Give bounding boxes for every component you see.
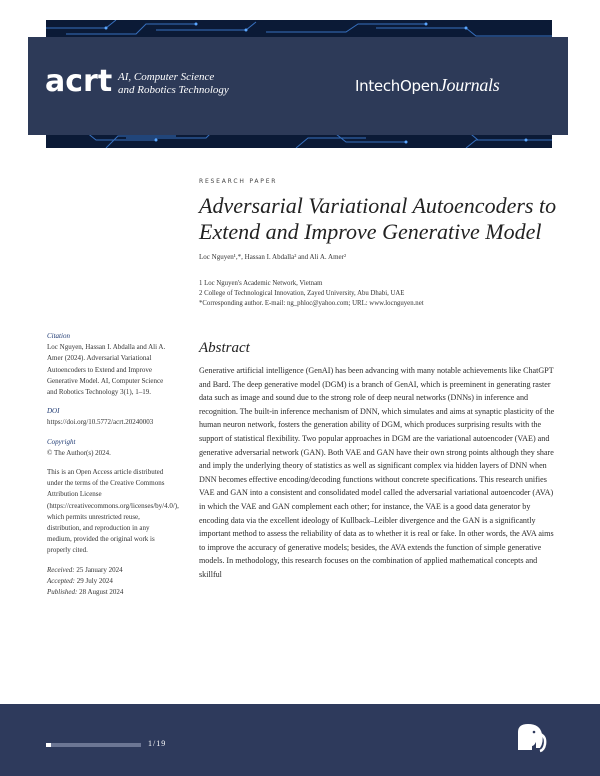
accepted-row bbox=[47, 576, 172, 587]
reading-progress-fill bbox=[46, 743, 51, 747]
reading-progress-bar bbox=[46, 743, 141, 747]
journal-logo: acrt bbox=[45, 64, 113, 99]
journal-name bbox=[118, 71, 229, 97]
received-row bbox=[47, 565, 172, 576]
author-list: Loc Nguyen¹,*, Hassan I. Abdalla² and Ali A. Amer² bbox=[199, 253, 347, 261]
publisher-suffix: Journals bbox=[438, 75, 500, 95]
received-date: 25 January 2024 bbox=[76, 565, 123, 574]
article-type: RESEARCH PAPER bbox=[199, 178, 278, 185]
sidebar-metadata bbox=[47, 331, 179, 598]
citation-text: Loc Nguyen, Hassan I. Abdalla and Ali A. Amer (2024). Adversarial Variational Autoencoders to Extend and Improve Generative Model. AI, Computer Science and Robotics Technology 3(1), 1–19. bbox=[47, 343, 166, 397]
affiliation-2: 2 College of Technological Innovation, Zayed University, Abu Dhabi, UAE bbox=[199, 290, 405, 297]
published-row bbox=[47, 587, 172, 598]
publisher-logo bbox=[355, 75, 499, 96]
abstract-text: Generative artificial intelligence (GenAI) has been advancing with many notable achievements like ChatGPT and Bard. The deep generative model (DGM) is a branch of GenAI, which is preeminent in generating raster data such as image and sound due to the strong role of deep neural networks (DNNs) in inference and recognition. The built-in inference mechanism of DNN, which simulates and aims at synaptic plasticity of the human neuron network, fosters the generation ability of DGM, which produces surprising results with the support of statistical flexibility. Two popular approaches in DGM are the variational autoencoder (VAE) and generative adversarial network (GAN). Both VAE and GAN have their own strong points although they share and imply the underlying theory of statistics as well as significant complex via hidden layers of DNN when DNN becomes effective encoding/decoding functions without concrete specifications. This research unifies VAE and GAN into a consistent and consolidated model called the adversarial variational autoencoder (AVA) in which the VAE and GAN complement each other; for instance, the VAE is a good data generator by encoding data via the excellent ideology of Kullback–Leibler divergence and the GAN is a significantly important method to assess the reliability of data as to whether it is real or fake. In other words, the AVA aims to improve the accuracy of generative models; besides, the AVA extends the function of simple generative models. In methodology, this research focuses on the combination of applied mathematical concepts and skillful bbox=[199, 366, 555, 579]
affiliations bbox=[199, 279, 424, 309]
page-indicator: 1/19 bbox=[148, 739, 167, 748]
citation-label: Citation bbox=[47, 332, 70, 340]
doi-link[interactable]: https://doi.org/10.5772/acrt.20240003 bbox=[47, 418, 154, 427]
journal-name-line2: and Robotics Technology bbox=[118, 84, 229, 96]
publisher-main: IntechOpen bbox=[355, 77, 439, 95]
affiliation-1: 1 Loc Nguyen's Academic Network, Vietnam bbox=[199, 280, 323, 287]
doi-label: DOI bbox=[47, 407, 60, 416]
correspondence: *Corresponding author. E-mail: ng_phloc@yahoo.com; URL: www.locnguyen.net bbox=[199, 300, 424, 307]
page-footer bbox=[0, 704, 600, 776]
journal-name-line1: AI, Computer Science bbox=[118, 71, 215, 83]
copyright-text: © The Author(s) 2024. bbox=[47, 448, 111, 457]
accepted-label: Accepted: bbox=[47, 576, 75, 585]
elephant-logo-icon bbox=[514, 722, 548, 754]
published-label: Published: bbox=[47, 588, 78, 597]
paper-title: Adversarial Variational Autoencoders to Extend and Improve Generative Model bbox=[199, 193, 557, 244]
license-text: This is an Open Access article distributed under the terms of the Creative Commons Attribution License (https://creativecommons.org/licenses/by/4.0/), which permits unrestricted reuse, distribution, and reproduction in any medium, provided the original work is properly cited. bbox=[47, 468, 179, 555]
accepted-date: 29 July 2024 bbox=[76, 576, 113, 585]
published-date: 28 August 2024 bbox=[79, 588, 124, 597]
abstract-heading: Abstract bbox=[199, 340, 250, 356]
received-label: Received: bbox=[47, 565, 75, 574]
copyright-label: Copyright bbox=[47, 437, 76, 446]
